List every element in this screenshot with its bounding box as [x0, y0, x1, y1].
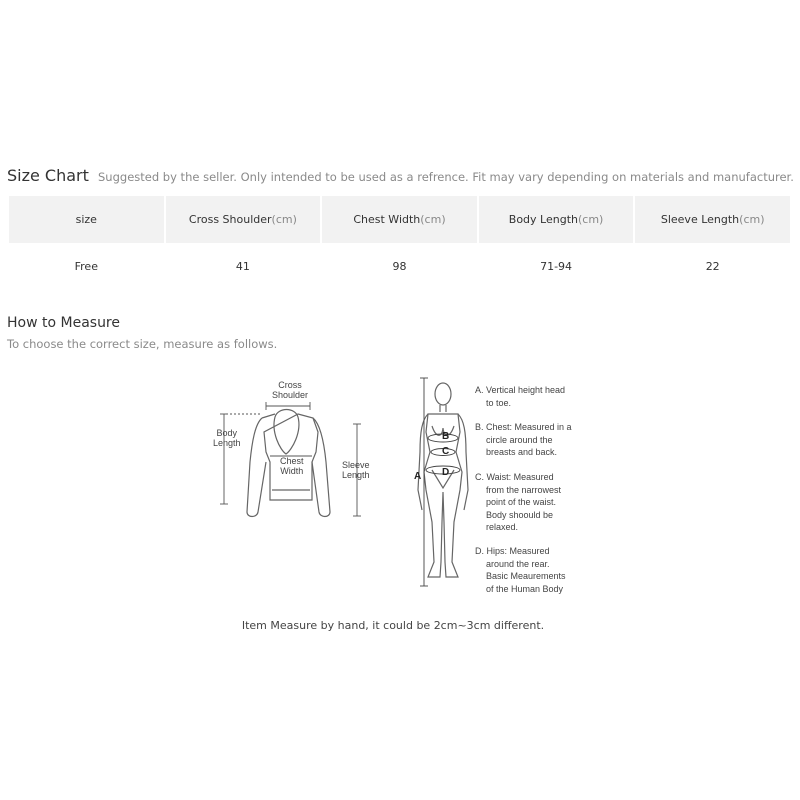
how-to-measure-title: How to Measure	[7, 315, 120, 331]
measurement-diagram	[200, 372, 600, 602]
size-table-header-row	[9, 196, 790, 243]
label-body-length: Body Length	[213, 428, 241, 448]
label-cross-shoulder: Cross Shoulder	[272, 380, 309, 400]
table-cell-body-length: 71-94	[540, 260, 573, 273]
letter-d: D	[442, 467, 450, 478]
size-chart-header	[7, 166, 794, 185]
size-table	[7, 196, 792, 290]
human-figure	[418, 383, 468, 577]
legend-a: A. Vertical height head to toe.	[475, 385, 566, 408]
legend-d: D. Hips: Measured around the rear. Basic Meaurements of the Human Body	[475, 546, 566, 594]
table-cell-size: Free	[74, 260, 98, 273]
table-cell-cross-shoulder: 41	[235, 260, 250, 273]
label-sleeve-length: Sleeve Length	[342, 460, 370, 480]
sweater-hood	[274, 410, 299, 455]
column-header-sleeve-length: Sleeve Length(cm)	[635, 196, 790, 243]
label-chest-width: Chest Width	[280, 456, 304, 476]
column-header-body-length: Body Length(cm)	[479, 196, 634, 243]
table-cell-chest-width: 98	[392, 260, 407, 273]
table-cell-sleeve-length: 22	[705, 260, 720, 273]
table-row	[9, 243, 790, 290]
letter-c: C	[442, 446, 450, 457]
column-header-cross-shoulder: Cross Shoulder(cm)	[166, 196, 321, 243]
legend-b: B. Chest: Measured in a circle around the breasts and back.	[475, 422, 572, 457]
column-header-chest-width: Chest Width(cm)	[322, 196, 477, 243]
how-to-measure-subtitle: To choose the correct size, measure as follows.	[7, 337, 278, 351]
letter-b: B	[442, 431, 450, 442]
legend-c: C. Waist: Measured from the narrowest point of the waist. Body shoould be relaxed.	[475, 472, 562, 532]
size-chart-title: Size Chart	[7, 166, 89, 185]
column-header-size: size	[9, 196, 164, 243]
size-chart-note: Suggested by the seller. Only intended to be used as a refrence. Fit may vary depending on materials and manufacturer.	[98, 170, 794, 184]
measure-footer-note: Item Measure by hand, it could be 2cm~3cm different.	[241, 619, 545, 632]
sweater-right-sleeve	[312, 418, 330, 517]
letter-a: A	[414, 471, 422, 482]
sweater-left-sleeve	[247, 418, 266, 517]
